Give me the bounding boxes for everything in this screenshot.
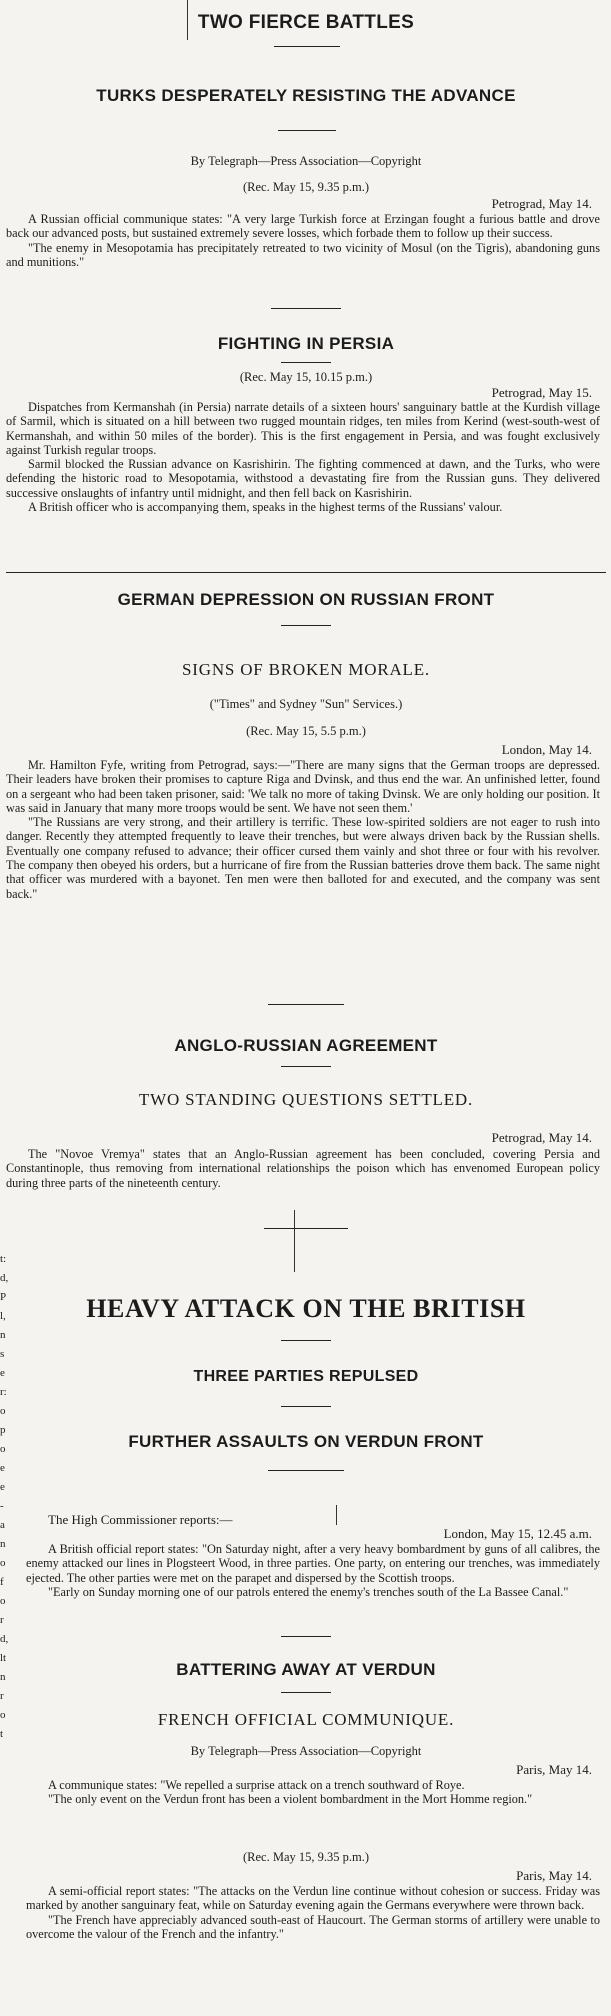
dateline: London, May 15, 12.45 a.m. (443, 1526, 592, 1541)
divider (264, 1228, 348, 1229)
paragraph: "The only event on the Verdun front has been a violent bombardment in the Mort Homme region." (48, 1792, 533, 1807)
subhead-further-assaults: FURTHER ASSAULTS ON VERDUN FRONT (128, 1432, 484, 1451)
divider (281, 1636, 331, 1637)
intro-line: The High Commissioner reports:— (48, 1512, 233, 1527)
subhead-turks-resisting: TURKS DESPERATELY RESISTING THE ADVANCE (96, 86, 516, 105)
paragraph: A Russian official communique states: "A very large Turkish force at Erzingan fought a furious battle and drove back our advanced posts, but sustained extremely severe losses, which forbade them to follow up their success. (6, 212, 600, 241)
services-credit: ("Times" and Sydney "Sun" Services.) (209, 697, 403, 711)
paragraph: "The Russians are very strong, and their artillery is terrific. These low-spirited soldiers are not eager to rush into danger. Recently they attempted frequently to leave their trenches, but were always driven back by the Russian shells. Eventually one company refused to advance; their officer cursed them vainly and shot three or four with his revolver. The company then obeyed his orders, but a hurricane of fire from the Russian batteries drove them back. The same night that officer was murdered with a bayonet. Ten men were then balloted for and executed, and the company was sent back." (6, 815, 600, 901)
divider (281, 1340, 331, 1341)
article-body (6, 212, 600, 269)
paragraph: The "Novoe Vremya" states that an Anglo-Russian agreement has been concluded, covering Persia and Constantinople, thus removing from international relationships the poison which has envenomed European policy during three parts of the nineteenth century. (6, 1147, 600, 1190)
adjacent-column-fragment: t: d, P l, n s e r: o p o e e- an of or d, lt nr ot (0, 1253, 9, 1740)
paragraph: "The French have appreciably advanced south-east of Haucourt. The German storms of artillery were unable to overcome the valour of the French and the infantry." (26, 1912, 600, 1941)
paragraph: Mr. Hamilton Fyfe, writing from Petrograd, says:—"There are many signs that the German troops are depressed. Their leaders have broken their promises to capture Riga and Dvinsk, and thus end the war. An unfinished letter, found on a sergeant who had been taken prisoner, said: 'We talk no more of taking Dvinsk. We are only holding our position. It was said in January that many more troops would be sent. We have not seen them.' (6, 758, 600, 815)
article-body (6, 758, 600, 901)
article-body (26, 1778, 600, 1807)
article-body (26, 1542, 600, 1599)
subhead-french-communique: FRENCH OFFICIAL COMMUNIQUE. (157, 1710, 455, 1729)
paragraph: A British officer who is accompanying them, speaks in the highest terms of the Russians' valour. (28, 500, 503, 515)
column-mark (336, 1505, 337, 1525)
dateline: Paris, May 14. (516, 1762, 592, 1777)
paragraph: A British official report states: "On Saturday night, after a very heavy bombardment by guns of all calibres, the enemy attacked our lines in Plogsteert Wood, in three parties. One party, on entering our trenches, was immediately ejected. The other parties were met on the parapet and dispersed by the Scottish troops. (26, 1542, 600, 1585)
headline-two-fierce-battles: TWO FIERCE BATTLES (197, 12, 415, 33)
divider (268, 1470, 344, 1471)
paragraph: A semi-official report states: "The attacks on the Verdun line continue without cohesion or success. Friday was marked by another sanguinary feat, while on Saturday evening again the Germans everywhere were thrown back. (26, 1884, 600, 1913)
headline-german-depression: GERMAN DEPRESSION ON RUSSIAN FRONT (117, 590, 495, 609)
received-time: (Rec. May 15, 9.35 p.m.) (242, 1850, 370, 1864)
divider (268, 1004, 344, 1005)
headline-heavy-attack: HEAVY ATTACK ON THE BRITISH (86, 1294, 526, 1323)
divider (274, 46, 340, 47)
dateline: Petrograd, May 15. (491, 385, 592, 400)
paragraph: Sarmil blocked the Russian advance on Kasrishirin. The fighting commenced at dawn, and the Turks, who were defending the historic road to Mesopotamia, withstood a devastating fire from the Russian guns. They delivered successive onslaughts of infantry until midnight, and then fell back on Kasrishirin. (6, 457, 600, 500)
wire-credit: By Telegraph—Press Association—Copyright (190, 154, 422, 168)
dateline: London, May 14. (501, 742, 592, 757)
article-body (26, 1884, 600, 1941)
section-rule (6, 572, 606, 573)
received-time: (Rec. May 15, 9.35 p.m.) (242, 180, 370, 194)
dateline: Petrograd, May 14. (491, 1130, 592, 1145)
dateline: Paris, May 14. (516, 1868, 592, 1883)
headline-fighting-in-persia: FIGHTING IN PERSIA (217, 334, 395, 353)
paragraph: "The enemy in Mesopotamia has precipitately retreated to two vicinity of Mosul (on the Tigris), abandoning guns and munitions." (6, 240, 600, 269)
received-time: (Rec. May 15, 5.5 p.m.) (246, 724, 366, 738)
column-mark (294, 1210, 295, 1272)
article-body (6, 1147, 600, 1190)
received-time: (Rec. May 15, 10.15 p.m.) (239, 370, 373, 384)
dateline: Petrograd, May 14. (491, 196, 592, 211)
paragraph: "Early on Sunday morning one of our patrols entered the enemy's trenches south of the La Bassee Canal." (48, 1584, 569, 1599)
subhead-broken-morale: SIGNS OF BROKEN MORALE. (182, 660, 430, 679)
divider (281, 625, 331, 626)
wire-credit: By Telegraph—Press Association—Copyright (190, 1744, 422, 1758)
subhead-three-parties: THREE PARTIES REPULSED (193, 1368, 419, 1385)
article-body (6, 400, 600, 514)
divider (281, 1066, 331, 1067)
paragraph: Dispatches from Kermanshah (in Persia) narrate details of a sixteen hours' sanguinary battle at the Kurdish village of Sarmil, which is situated on a hill between two rugged mountain ridges, ten miles from Kerind (west-south-west of Kermanshah, and within 50 miles of the border). This is the first engagement in Persia, and was fought exclusively against Turkish regular troops. (6, 400, 600, 457)
headline-anglo-russian-agreement: ANGLO-RUSSIAN AGREEMENT (174, 1036, 438, 1055)
divider (281, 362, 331, 363)
divider (281, 1692, 331, 1693)
subhead-questions-settled: TWO STANDING QUESTIONS SETTLED. (138, 1090, 474, 1109)
divider (278, 130, 336, 131)
paragraph: A communique states: "We repelled a surprise attack on a trench southward of Roye. (48, 1778, 465, 1792)
divider (271, 308, 341, 309)
headline-battering-verdun: BATTERING AWAY AT VERDUN (176, 1660, 436, 1679)
divider (281, 1406, 331, 1407)
